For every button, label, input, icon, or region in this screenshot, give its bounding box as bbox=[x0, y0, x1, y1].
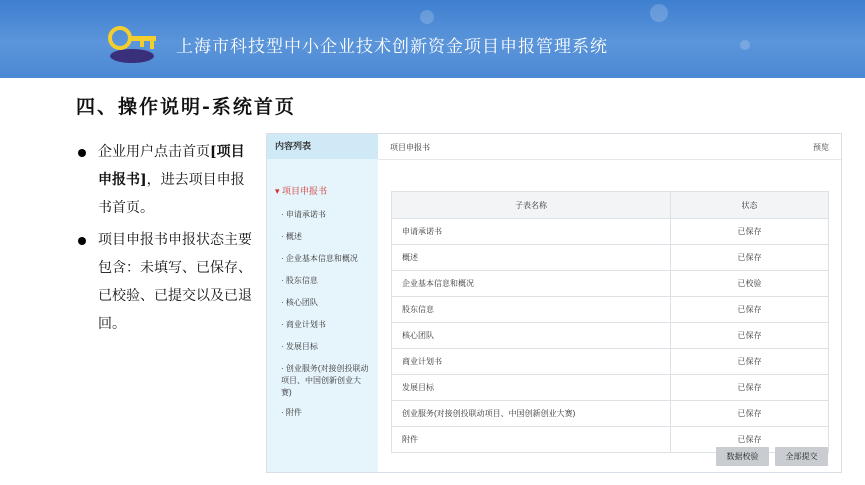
sidebar-item-label: 股东信息 bbox=[285, 276, 318, 285]
row-status: 已保存 bbox=[671, 297, 829, 323]
sidebar-item[interactable]: · 附件 bbox=[281, 408, 302, 417]
table-row[interactable] bbox=[392, 375, 829, 401]
row-status: 已保存 bbox=[671, 375, 829, 401]
sidebar-item-label: 发展目标 bbox=[285, 342, 318, 351]
preview-link[interactable]: 预览 bbox=[813, 143, 829, 152]
row-name: 商业计划书 bbox=[392, 349, 671, 375]
table-row[interactable] bbox=[392, 401, 829, 427]
table-row[interactable] bbox=[392, 323, 829, 349]
table-header-row bbox=[392, 192, 829, 219]
system-title: 上海市科技型中小企业技术创新资金项目申报管理系统 bbox=[176, 37, 608, 57]
row-name: 企业基本信息和概况 bbox=[392, 271, 671, 297]
key-logo-icon bbox=[104, 20, 160, 64]
sidebar-item-label: 附件 bbox=[285, 408, 302, 417]
sidebar-category-project[interactable]: ▾ 项目申报书 bbox=[275, 186, 328, 196]
table-row[interactable] bbox=[392, 297, 829, 323]
row-status: 已保存 bbox=[671, 219, 829, 245]
sidebar-item[interactable]: · 发展目标 bbox=[281, 342, 318, 351]
sidebar-item-label: 企业基本信息和概况 bbox=[285, 254, 358, 263]
row-name: 附件 bbox=[392, 427, 671, 453]
banner-decoration bbox=[740, 40, 750, 50]
sidebar-item[interactable]: · 核心团队 bbox=[281, 298, 318, 307]
bullet-dot-icon bbox=[78, 237, 86, 245]
row-status: 已保存 bbox=[671, 401, 829, 427]
row-status: 已保存 bbox=[671, 427, 829, 453]
sidebar-item-label: 概述 bbox=[285, 232, 302, 241]
row-status: 已保存 bbox=[671, 349, 829, 375]
sidebar-item[interactable]: · 企业基本信息和概况 bbox=[281, 254, 358, 263]
sidebar-item[interactable]: · 商业计划书 bbox=[281, 320, 326, 329]
sidebar-item-label: 创业服务(对接创投联动项目、中国创新创业大赛) bbox=[281, 364, 369, 397]
banner-decoration bbox=[420, 10, 434, 24]
row-name: 股东信息 bbox=[392, 297, 671, 323]
bullet-list bbox=[78, 138, 258, 342]
sidebar-header: 内容列表 bbox=[267, 134, 378, 159]
row-name: 概述 bbox=[392, 245, 671, 271]
sidebar-item[interactable]: · 创业服务(对接创投联动项目、中国创新创业大赛) bbox=[281, 364, 369, 397]
row-status: 已保存 bbox=[671, 323, 829, 349]
table-row[interactable] bbox=[392, 219, 829, 245]
column-header-status: 状态 bbox=[671, 192, 829, 219]
bullet-text: ，进去项目申报书首页。 bbox=[98, 172, 245, 216]
validate-data-button[interactable]: 数据校验 bbox=[716, 447, 769, 466]
main-title: 项目申报书 bbox=[390, 143, 430, 152]
column-header-name: 子表名称 bbox=[392, 192, 671, 219]
bullet-item bbox=[78, 226, 258, 338]
header-banner bbox=[0, 0, 865, 78]
main-header bbox=[378, 134, 841, 160]
sidebar bbox=[267, 134, 378, 472]
bullet-text: 企业用户点击首页 bbox=[98, 144, 210, 160]
subtable-status-table bbox=[391, 191, 829, 453]
sidebar-item[interactable]: · 概述 bbox=[281, 232, 302, 241]
bullet-dot-icon bbox=[78, 149, 86, 157]
slide-title: 四、操作说明-系统首页 bbox=[76, 96, 296, 118]
row-name: 创业服务(对接创投联动项目、中国创新创业大赛) bbox=[392, 401, 671, 427]
bullet-item bbox=[78, 138, 258, 222]
sidebar-item[interactable]: · 申请承诺书 bbox=[281, 210, 326, 219]
banner-decoration bbox=[650, 4, 668, 22]
sidebar-item[interactable]: · 股东信息 bbox=[281, 276, 318, 285]
bullet-emphasis: [项目申报书] bbox=[98, 144, 245, 188]
row-name: 发展目标 bbox=[392, 375, 671, 401]
table-row[interactable] bbox=[392, 245, 829, 271]
bullet-text: 项目申报书申报状态主要包含：未填写、已保存、已校验、已提交以及已退回。 bbox=[98, 232, 252, 332]
row-name: 申请承诺书 bbox=[392, 219, 671, 245]
submit-all-button[interactable]: 全部提交 bbox=[775, 447, 828, 466]
row-status: 已保存 bbox=[671, 245, 829, 271]
sidebar-category-label: 项目申报书 bbox=[282, 186, 328, 196]
table-row[interactable] bbox=[392, 271, 829, 297]
row-status: 已校验 bbox=[671, 271, 829, 297]
app-window bbox=[266, 133, 842, 473]
row-name: 核心团队 bbox=[392, 323, 671, 349]
sidebar-item-label: 申请承诺书 bbox=[285, 210, 326, 219]
sidebar-item-label: 核心团队 bbox=[285, 298, 318, 307]
sidebar-item-label: 商业计划书 bbox=[285, 320, 326, 329]
table-row[interactable] bbox=[392, 349, 829, 375]
